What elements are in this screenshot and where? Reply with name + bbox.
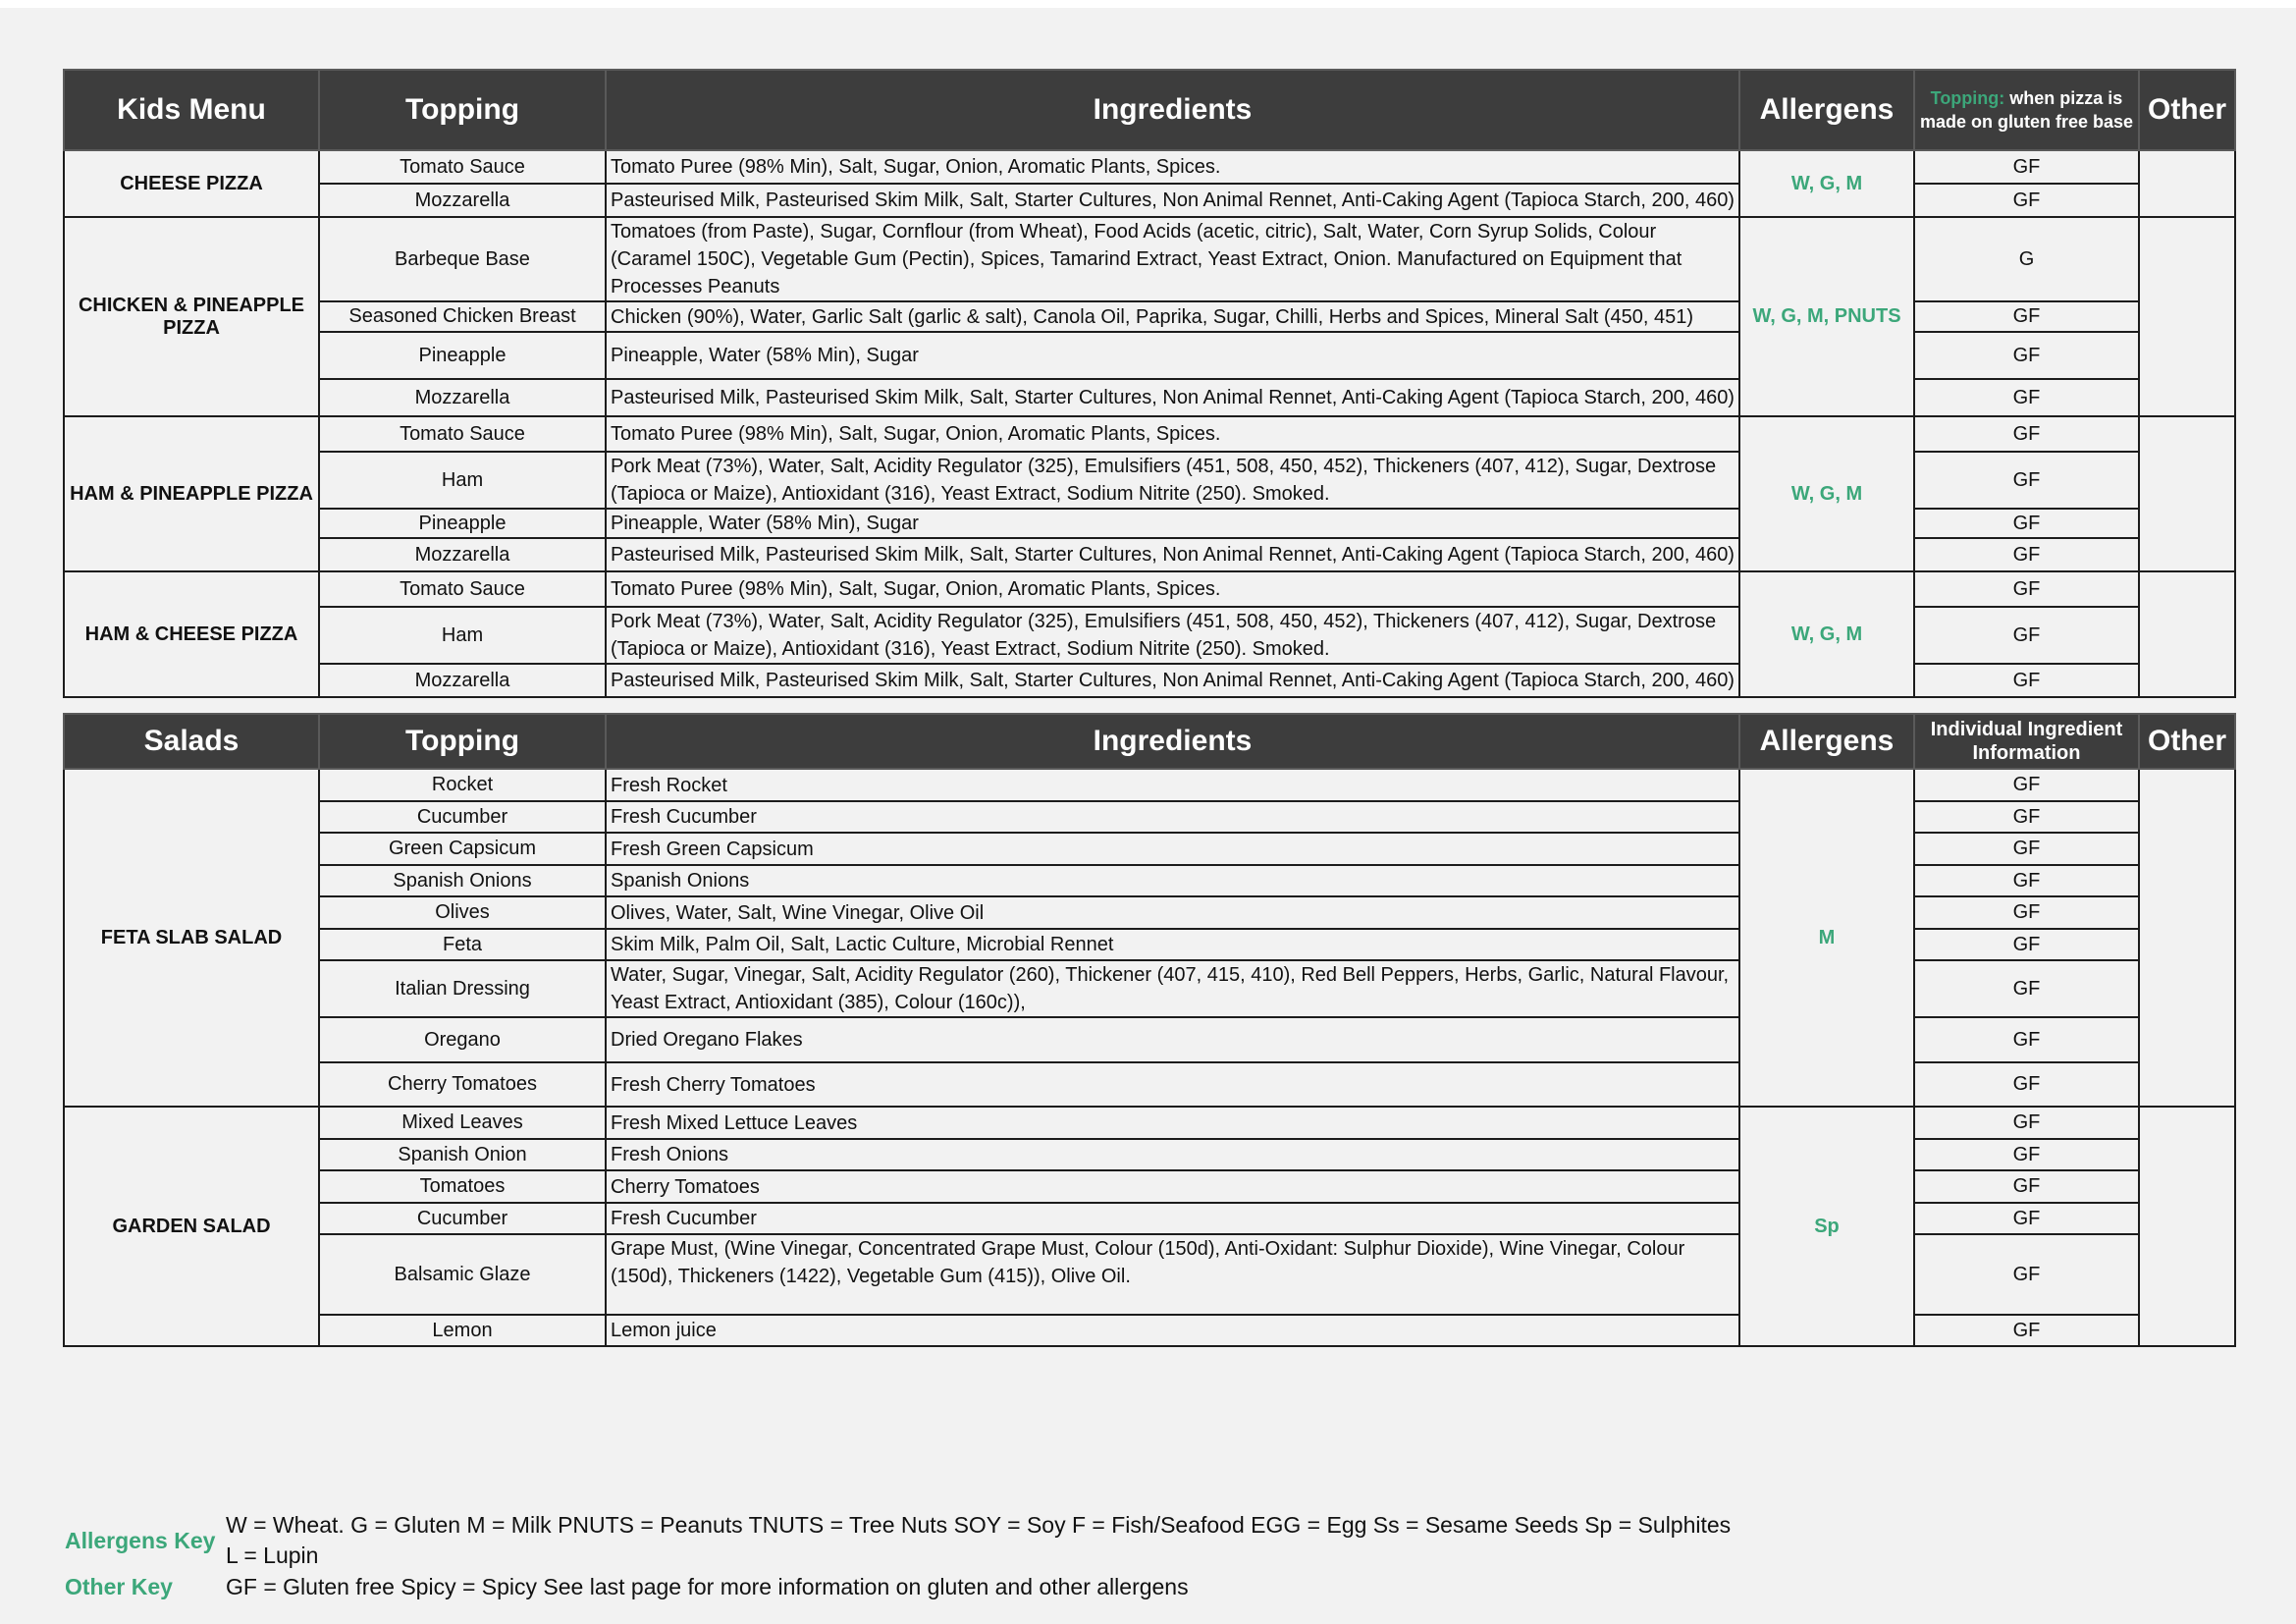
allergens-cell: W, G, M: [1739, 571, 1914, 697]
header-allergens: Allergens: [1739, 714, 1914, 769]
table-row: [64, 150, 2235, 184]
topping-cell: Mozzarella: [319, 538, 606, 571]
other-cell: [2139, 150, 2235, 217]
ingredients-cell: Skim Milk, Palm Oil, Salt, Lactic Culture, Microbial Rennet: [606, 929, 1739, 960]
allergens-key-line-1: W = Wheat. G = Gluten M = Milk PNUTS = Peanuts TNUTS = Tree Nuts SOY = Soy F = Fish/Seafood EGG = Egg Ss = Sesame Seeds Sp = Sulphites: [226, 1512, 1732, 1538]
ingredients-cell: Tomatoes (from Paste), Sugar, Cornflour (from Wheat), Food Acids (acetic, citric), Salt, Water, Corn Syrup Solids, Colour (Caramel 150C), Vegetable Gum (Pectin), Spices, Tamarind Extract, Yeast Extract, Onion. Manufactured on Equipment that Processes Peanuts: [606, 217, 1739, 301]
topping-cell: Feta: [319, 929, 606, 960]
header-individual-info: Individual Ingredient Information: [1914, 714, 2139, 769]
ingredients-cell: Tomato Puree (98% Min), Salt, Sugar, Onion, Aromatic Plants, Spices.: [606, 416, 1739, 452]
ingredients-cell: Fresh Rocket: [606, 769, 1739, 801]
table-row: [64, 217, 2235, 301]
info-cell: GF: [1914, 379, 2139, 416]
ingredients-cell: Olives, Water, Salt, Wine Vinegar, Olive Oil: [606, 896, 1739, 929]
topping-cell: Tomato Sauce: [319, 150, 606, 184]
header-ingredients: Ingredients: [606, 70, 1739, 150]
info-cell: GF: [1914, 538, 2139, 571]
ingredients-cell: Grape Must, (Wine Vinegar, Concentrated Grape Must, Colour (150d), Anti-Oxidant: Sulphur Dioxide), Wine Vinegar, Colour (150d), Thickeners (1422), Vegetable Gum (415)), Olive Oil.: [606, 1234, 1739, 1315]
item-name: GARDEN SALAD: [64, 1107, 319, 1346]
info-cell: GF: [1914, 571, 2139, 607]
header-kids-menu: Kids Menu: [64, 70, 319, 150]
other-cell: [2139, 217, 2235, 416]
info-cell: GF: [1914, 1170, 2139, 1203]
info-cell: GF: [1914, 929, 2139, 960]
info-cell: GF: [1914, 664, 2139, 697]
ingredients-cell: Pasteurised Milk, Pasteurised Skim Milk, Salt, Starter Cultures, Non Animal Rennet, Anti-Caking Agent (Tapioca Starch, 200, 460): [606, 379, 1739, 416]
topping-cell: Italian Dressing: [319, 960, 606, 1017]
info-cell: GF: [1914, 960, 2139, 1017]
topping-cell: Spanish Onions: [319, 865, 606, 896]
topping-cell: Mozzarella: [319, 184, 606, 217]
topping-cell: Rocket: [319, 769, 606, 801]
ingredients-cell: Cherry Tomatoes: [606, 1170, 1739, 1203]
topping-cell: Balsamic Glaze: [319, 1234, 606, 1315]
topping-cell: Tomato Sauce: [319, 571, 606, 607]
header-topping: Topping: [319, 70, 606, 150]
topping-cell: Seasoned Chicken Breast: [319, 301, 606, 332]
info-cell: G: [1914, 217, 2139, 301]
topping-cell: Barbeque Base: [319, 217, 606, 301]
topping-cell: Pineapple: [319, 332, 606, 379]
ingredients-cell: Lemon juice: [606, 1315, 1739, 1346]
info-cell: GF: [1914, 1017, 2139, 1062]
topping-cell: Tomato Sauce: [319, 416, 606, 452]
topping-cell: Oregano: [319, 1017, 606, 1062]
kids-menu-table: [63, 69, 2236, 698]
other-cell: [2139, 1107, 2235, 1346]
ingredients-cell: Pork Meat (73%), Water, Salt, Acidity Regulator (325), Emulsifiers (451, 508, 450, 452), Thickeners (407, 412), Sugar, Dextrose (Tapioca or Maize), Antioxidant (316), Yeast Extract, Sodium Nitrite (250). Smoked.: [606, 452, 1739, 509]
topping-cell: Lemon: [319, 1315, 606, 1346]
ingredients-cell: Pasteurised Milk, Pasteurised Skim Milk, Salt, Starter Cultures, Non Animal Rennet, Anti-Caking Agent (Tapioca Starch, 200, 460): [606, 538, 1739, 571]
ingredients-cell: Spanish Onions: [606, 865, 1739, 896]
info-cell: GF: [1914, 150, 2139, 184]
other-key-label: Other Key: [65, 1574, 173, 1599]
topping-cell: Tomatoes: [319, 1170, 606, 1203]
ingredients-cell: Pineapple, Water (58% Min), Sugar: [606, 332, 1739, 379]
allergens-cell: M: [1739, 769, 1914, 1107]
gf-note-accent: Topping:: [1930, 88, 2005, 108]
table-header-row: [64, 70, 2235, 150]
info-cell: GF: [1914, 1234, 2139, 1315]
ingredients-cell: Tomato Puree (98% Min), Salt, Sugar, Onion, Aromatic Plants, Spices.: [606, 150, 1739, 184]
other-cell: [2139, 571, 2235, 697]
other-key-text: GF = Gluten free Spicy = Spicy See last page for more information on gluten and other allergens: [226, 1574, 1189, 1599]
topping-cell: Mozzarella: [319, 379, 606, 416]
info-cell: GF: [1914, 1315, 2139, 1346]
info-cell: GF: [1914, 332, 2139, 379]
info-cell: GF: [1914, 833, 2139, 865]
topping-cell: Cherry Tomatoes: [319, 1062, 606, 1107]
topping-cell: Cucumber: [319, 801, 606, 833]
ingredients-cell: Fresh Cucumber: [606, 801, 1739, 833]
topping-cell: Pineapple: [319, 509, 606, 538]
ingredients-cell: Fresh Green Capsicum: [606, 833, 1739, 865]
info-cell: GF: [1914, 896, 2139, 929]
info-cell: GF: [1914, 416, 2139, 452]
allergens-cell: W, G, M: [1739, 416, 1914, 571]
ingredients-cell: Pasteurised Milk, Pasteurised Skim Milk, Salt, Starter Cultures, Non Animal Rennet, Anti-Caking Agent (Tapioca Starch, 200, 460): [606, 184, 1739, 217]
other-cell: [2139, 416, 2235, 571]
item-name: CHICKEN & PINEAPPLE PIZZA: [64, 217, 319, 416]
ingredients-cell: Tomato Puree (98% Min), Salt, Sugar, Onion, Aromatic Plants, Spices.: [606, 571, 1739, 607]
table-row: [64, 769, 2235, 801]
header-topping: Topping: [319, 714, 606, 769]
topping-cell: Spanish Onion: [319, 1139, 606, 1170]
ingredients-cell: Fresh Mixed Lettuce Leaves: [606, 1107, 1739, 1139]
info-cell: GF: [1914, 769, 2139, 801]
info-cell: GF: [1914, 509, 2139, 538]
info-cell: GF: [1914, 1203, 2139, 1234]
info-cell: GF: [1914, 452, 2139, 509]
allergens-key-line-2: L = Lupin: [226, 1543, 319, 1568]
table-row: [64, 416, 2235, 452]
allergens-cell: W, G, M, PNUTS: [1739, 217, 1914, 416]
allergens-key-label: Allergens Key: [65, 1528, 216, 1553]
header-gf-note: [1914, 70, 2139, 150]
info-cell: GF: [1914, 801, 2139, 833]
allergens-cell: Sp: [1739, 1107, 1914, 1346]
other-cell: [2139, 769, 2235, 1107]
item-name: FETA SLAB SALAD: [64, 769, 319, 1107]
table-header-row: [64, 714, 2235, 769]
gf-note-text: when pizza is made on gluten free base: [1919, 88, 2134, 132]
allergens-cell: W, G, M: [1739, 150, 1914, 217]
header-other: Other: [2139, 714, 2235, 769]
item-name: CHEESE PIZZA: [64, 150, 319, 217]
topping-cell: Olives: [319, 896, 606, 929]
topping-cell: Ham: [319, 452, 606, 509]
salads-table: [63, 713, 2236, 1347]
page-top-strip: [0, 0, 2296, 8]
info-cell: GF: [1914, 607, 2139, 664]
header-salads: Salads: [64, 714, 319, 769]
ingredients-cell: Water, Sugar, Vinegar, Salt, Acidity Regulator (260), Thickener (407, 415, 410), Red Bell Peppers, Herbs, Garlic, Natural Flavour, Yeast Extract, Antioxidant (385), Colour (160c)),: [606, 960, 1739, 1017]
ingredients-cell: Pineapple, Water (58% Min), Sugar: [606, 509, 1739, 538]
topping-cell: Mixed Leaves: [319, 1107, 606, 1139]
info-cell: GF: [1914, 1062, 2139, 1107]
table-row: [64, 571, 2235, 607]
ingredients-cell: Chicken (90%), Water, Garlic Salt (garlic & salt), Canola Oil, Paprika, Sugar, Chilli, Herbs and Spices, Mineral Salt (450, 451): [606, 301, 1739, 332]
info-cell: GF: [1914, 184, 2139, 217]
topping-cell: Cucumber: [319, 1203, 606, 1234]
ingredients-cell: Pasteurised Milk, Pasteurised Skim Milk, Salt, Starter Cultures, Non Animal Rennet, Anti-Caking Agent (Tapioca Starch, 200, 460): [606, 664, 1739, 697]
info-cell: GF: [1914, 301, 2139, 332]
ingredients-cell: Fresh Onions: [606, 1139, 1739, 1170]
topping-cell: Mozzarella: [319, 664, 606, 697]
header-allergens: Allergens: [1739, 70, 1914, 150]
item-name: HAM & CHEESE PIZZA: [64, 571, 319, 697]
topping-cell: Ham: [319, 607, 606, 664]
info-cell: GF: [1914, 865, 2139, 896]
item-name: HAM & PINEAPPLE PIZZA: [64, 416, 319, 571]
ingredients-cell: Dried Oregano Flakes: [606, 1017, 1739, 1062]
topping-cell: Green Capsicum: [319, 833, 606, 865]
table-row: [64, 1107, 2235, 1139]
ingredients-cell: Pork Meat (73%), Water, Salt, Acidity Regulator (325), Emulsifiers (451, 508, 450, 452), Thickeners (407, 412), Sugar, Dextrose (Tapioca or Maize), Antioxidant (316), Yeast Extract, Sodium Nitrite (250). Smoked.: [606, 607, 1739, 664]
ingredients-cell: Fresh Cherry Tomatoes: [606, 1062, 1739, 1107]
header-other: Other: [2139, 70, 2235, 150]
info-cell: GF: [1914, 1139, 2139, 1170]
header-ingredients: Ingredients: [606, 714, 1739, 769]
info-cell: GF: [1914, 1107, 2139, 1139]
ingredients-cell: Fresh Cucumber: [606, 1203, 1739, 1234]
